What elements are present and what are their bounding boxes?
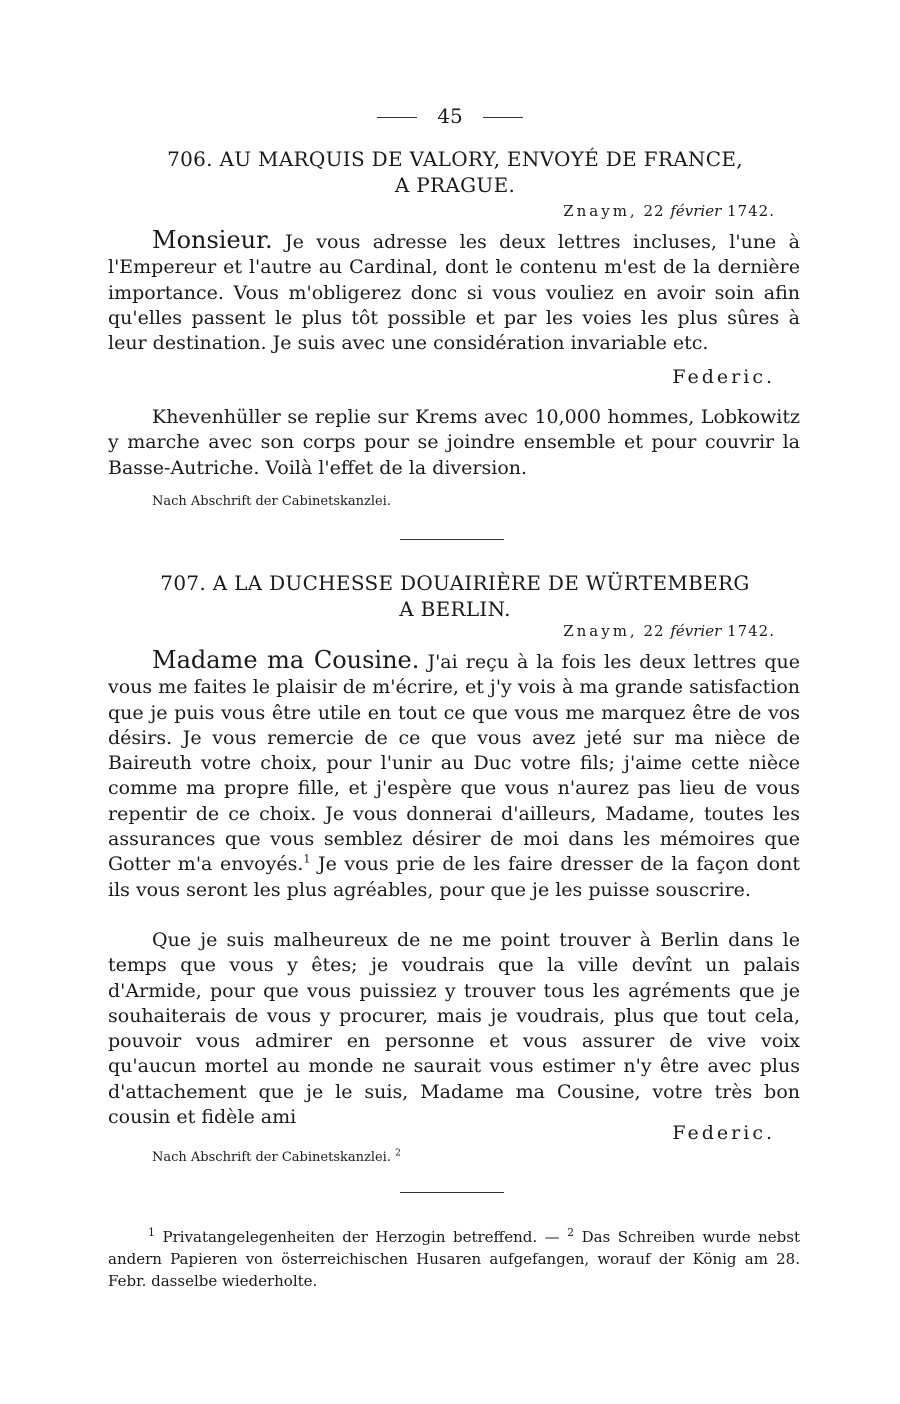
letter-706-source: Nach Abschrift der Cabinetskanzlei. xyxy=(152,494,391,509)
footnotes xyxy=(108,1226,800,1292)
letter-707-source-text: Nach Abschrift der Cabinetskanzlei. xyxy=(152,1150,391,1165)
footnote-ref-2: 2 xyxy=(395,1148,401,1159)
page-number-value: 45 xyxy=(437,104,463,128)
letter-707-signature: Federic. xyxy=(672,1122,775,1144)
letter-706-salutation: Monsieur. xyxy=(152,226,273,254)
letter-707-dateline xyxy=(563,622,775,640)
page-number xyxy=(0,104,900,128)
letter-707-year: 1742. xyxy=(727,622,775,640)
section-divider-1 xyxy=(400,539,504,540)
letter-707-paragraph-1a: J'ai reçu à la fois les deux lettres que vous me faites le plaisir de m'écrire, et j'y vois à ma grande satisfaction que je puis vous être utile en tout ce que vous me marquez être de vos désirs. Je vous remercie de ce que vous avez jeté sur ma nièce de Baireuth votre choix, pour l'unir au Duc votre fils; j'aime cette nièce comme ma propre fille, et j'espère que vous n'aurez pas lieu de vous repentir de ce choix. Je vous donnerai d'ailleurs, Madame, toutes les assurances que vous semblez désirer de moi dans les mémoires que Gotter m'a envoyés. xyxy=(108,651,801,876)
letter-706-number: 706. xyxy=(167,147,213,171)
footnote-1-text: Privatangelegenheiten der Herzogin betreffend. — xyxy=(162,1228,560,1246)
footnote-2-marker: 2 xyxy=(567,1226,575,1239)
page-number-dash-right xyxy=(483,117,523,118)
letter-706-body xyxy=(108,228,800,356)
letter-707-source xyxy=(152,1150,401,1165)
letter-706-place: Znaym, xyxy=(563,202,638,220)
letter-707-salutation: Madame ma Cousine. xyxy=(152,646,420,674)
letter-706-signature: Federic. xyxy=(672,366,775,388)
page-number-dash-left xyxy=(377,117,417,118)
letter-707-day: 22 xyxy=(643,622,665,640)
footnote-2-text: Das Schreiben wurde nebst andern Papieren von österreichischen Husaren aufgefangen, worauf der König am 28. Febr. dasselbe wiederholte. xyxy=(108,1228,800,1290)
letter-707-paragraph-2: Que je suis malheureux de ne me point trouver à Berlin dans le temps que vous y êtes; je voudrais que la ville devînt un palais d'Armide, pour que vous puissiez y trouver tous les agréments que je souhaiterais de vous y procurer, mais je voudrais, plus que tout cela, pouvoir vous admirer en personne et vous assurer de vive voix qu'aucun mortel au monde ne saurait vous estimer n'y être avec plus d'attachement que je le suis, Madame ma Cousine, votre très bon cousin et fidèle ami xyxy=(108,929,800,1129)
letter-707-title-line2: A BERLIN. xyxy=(399,597,511,621)
letter-707-number: 707. xyxy=(160,571,207,595)
letter-706-month: février xyxy=(670,202,722,220)
letter-706-year: 1742. xyxy=(727,202,775,220)
letter-706-title-line2: A PRAGUE. xyxy=(394,173,516,197)
letter-706-title xyxy=(110,146,800,198)
letter-707-paragraph-1 xyxy=(108,648,800,903)
section-divider-2 xyxy=(400,1192,504,1193)
letter-706-postscript: Khevenhüller se replie sur Krems avec 10,000 hommes, Lobkowitz y marche avec son corps pour se joindre ensemble et pour couvrir la Basse-Autriche. Voilà l'effet de la diversion. xyxy=(108,406,800,479)
letter-706-day: 22 xyxy=(643,202,665,220)
letter-706-title-line1: AU MARQUIS DE VALORY, ENVOYÉ DE FRANCE, xyxy=(219,147,743,171)
letter-707-title-line1: A LA DUCHESSE DOUAIRIÈRE DE WÜRTEMBERG xyxy=(212,571,750,595)
footnote-ref-1: 1 xyxy=(303,853,311,867)
letter-707-month: février xyxy=(670,622,722,640)
letter-707-paragraph-1b: Je vous prie de les faire dresser de la façon dont ils vous seront les plus agréables, pour que je les puisse souscrire. xyxy=(108,853,800,901)
letter-707-place: Znaym, xyxy=(563,622,638,640)
letter-706-dateline xyxy=(563,202,775,220)
letter-707-title xyxy=(110,570,800,622)
letter-706-body-text: Je vous adresse les deux lettres incluses, l'une à l'Empereur et l'autre au Cardinal, dont le contenu m'est de la dernière importance. Vous m'obligerez donc si vous vouliez en avoir soin afin qu'elles passent le plus tôt possible et par les voies les plus sûres à leur destination. Je suis avec une considération invariable etc. xyxy=(108,231,800,355)
footnote-1-marker: 1 xyxy=(148,1226,155,1239)
